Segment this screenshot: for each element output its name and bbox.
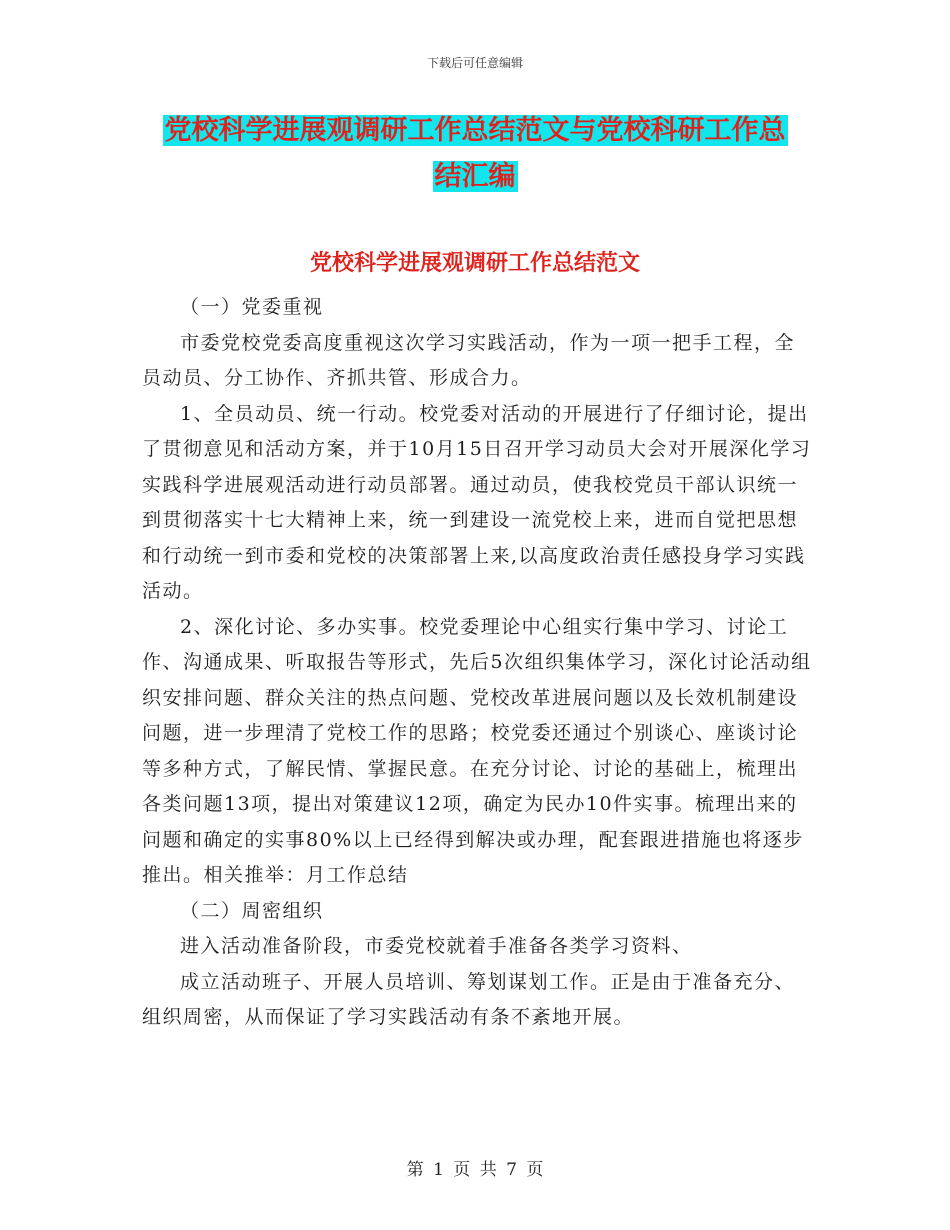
header-note: 下载后可任意编辑 [426, 56, 523, 70]
subheading-party-committee: （一）党委重视 [180, 296, 324, 318]
document-title [0, 108, 950, 200]
page-number-footer: 第 1 页 共 7 页 [406, 1160, 544, 1180]
subheading-organization: （二）周密组织 [180, 899, 324, 922]
paragraph: 2、深化讨论、多办实事。校党委理论中心组实行集中学习、讨论工作、沟通成果、听取报告等形式，先后5次组织集体学习，深化讨论活动组织安排问题、群众关注的热点问题、党校改革进展问题以及长效机制建设问题，进一步理清了党校工作的思路；校党委还通过个别谈心、座谈讨论等多种方式，了解民情、掌握民意。在充分讨论、讨论的基础上，梳理出各类问题13项，提出对策建议12项，确定为民办10件实事。梳理出来的问题和确定的实事80%以上已经得到解决或办理，配套跟进措施也将逐步推出。相关推举：月工作总结 [142, 615, 812, 886]
body-text [142, 290, 812, 1036]
title-line-2: 结汇编 [434, 161, 516, 192]
paragraph: 市委党校党委高度重视这次学习实践活动，作为一项一把手工程，全员动员、分工协作、齐抓共管、形成合力。 [142, 331, 796, 389]
paragraph: 进入活动准备阶段，市委党校就着手准备各类学习资料、 [180, 935, 693, 957]
title-line-1: 党校科学进展观调研工作总结范文与党校科研工作总 [164, 115, 786, 146]
paragraph: 成立活动班子、开展人员培训、筹划谋划工作。正是由于准备充分、组织周密，从而保证了学习实践活动有条不紊地开展。 [142, 970, 796, 1028]
paragraph: 1、全员动员、统一行动。校党委对活动的开展进行了仔细讨论，提出了贯彻意见和活动方案，并于10月15日召开学习动员大会对开展深化学习实践科学进展观活动进行动员部署。通过动员，使我校党员干部认识统一到贯彻落实十七大精神上来，统一到建设一流党校上来，进而自觉把思想和行动统一到市委和党校的决策部署上来,以高度政治责任感投身学习实践活动。 [142, 402, 812, 602]
section-title: 党校科学进展观调研工作总结范文 [309, 250, 640, 276]
